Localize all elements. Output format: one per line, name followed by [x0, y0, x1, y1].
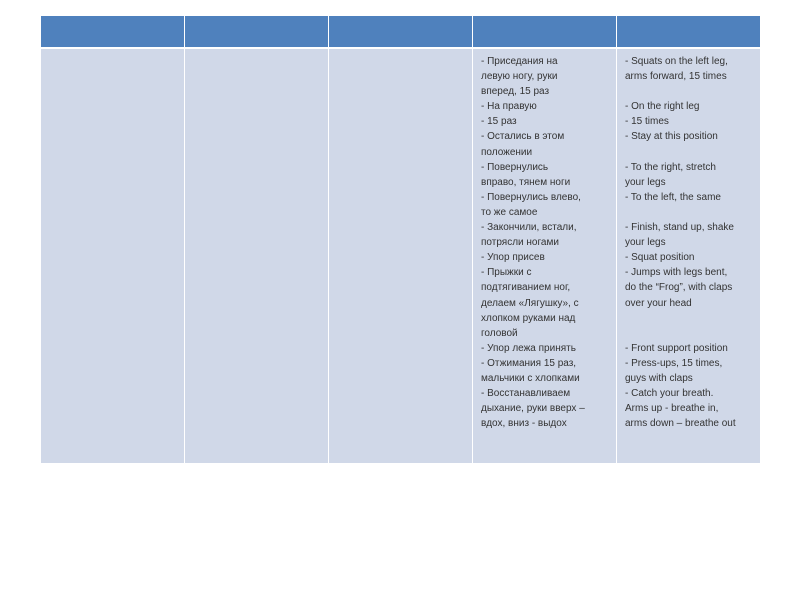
english-instruction-line	[625, 145, 754, 160]
english-instruction-line: arms forward, 15 times	[625, 71, 727, 83]
english-instruction-line: - On the right leg	[625, 101, 700, 113]
russian-instruction-line: головой	[481, 327, 518, 339]
english-instruction-line: - Front support position	[625, 342, 728, 354]
russian-instruction-line: - Упор лежа принять	[481, 342, 576, 354]
english-instruction-line: over your head	[625, 297, 692, 309]
russian-instructions-text	[473, 49, 616, 435]
header-cell-4	[473, 16, 617, 48]
russian-instruction-line: - 15 раз	[481, 116, 517, 128]
russian-instruction-line: вдох, вниз - выдох	[481, 418, 567, 430]
russian-instruction-line: дыхание, руки вверх –	[481, 403, 585, 415]
header-cell-5	[617, 16, 761, 48]
russian-instruction-line: - Повернулись влево,	[481, 191, 581, 203]
russian-instruction-line: потрясли ногами	[481, 237, 559, 249]
russian-instruction-line: то же самое	[481, 206, 538, 218]
empty-cell-2	[185, 48, 329, 463]
empty-cell-3	[329, 48, 473, 463]
english-instruction-line: - 15 times	[625, 116, 669, 128]
header-cell-2	[185, 16, 329, 48]
russian-instructions-cell	[473, 48, 617, 463]
header-cell-1	[41, 16, 185, 48]
header-cell-3	[329, 16, 473, 48]
russian-instruction-line: - Восстанавливаем	[481, 388, 571, 400]
english-instruction-line: - Squat position	[625, 252, 695, 264]
russian-instruction-line: - Отжимания 15 раз,	[481, 357, 577, 369]
russian-instruction-line: левую ногу, руки	[481, 71, 558, 83]
english-instructions-text	[617, 49, 760, 435]
russian-instruction-line: - На правую	[481, 101, 537, 113]
english-instruction-line: - Catch your breath.	[625, 388, 714, 400]
russian-instruction-line: хлопком руками над	[481, 312, 576, 324]
english-instruction-line: Arms up - breathe in,	[625, 403, 719, 415]
exercise-table	[40, 16, 761, 463]
russian-instruction-line: - Прыжки с	[481, 267, 532, 279]
english-instruction-line: guys with claps	[625, 372, 693, 384]
russian-instruction-line: вперед, 15 раз	[481, 86, 550, 98]
english-instructions-cell	[617, 48, 761, 463]
empty-cell-1	[41, 48, 185, 463]
english-instruction-line: - Stay at this position	[625, 131, 718, 143]
english-instruction-line	[625, 84, 754, 99]
russian-instruction-line: положении	[481, 146, 533, 158]
russian-instruction-line: - Приседания на	[481, 56, 558, 67]
english-instruction-line: - To the right, stretch	[625, 161, 716, 173]
russian-instruction-line: подтягиванием ног,	[481, 282, 571, 294]
russian-instruction-line: делаем «Лягушку», с	[481, 297, 579, 309]
english-instruction-line: - Finish, stand up, shake	[625, 222, 734, 234]
english-instruction-line: arms down – breathe out	[625, 418, 736, 430]
english-instruction-line: do the “Frog”, with claps	[625, 282, 733, 294]
english-instruction-line: - Press-ups, 15 times,	[625, 357, 723, 369]
russian-instruction-line: мальчики с хлопками	[481, 372, 580, 384]
russian-instruction-line: - Повернулись	[481, 161, 549, 173]
table-header-row	[41, 16, 761, 48]
english-instruction-line: - To the left, the same	[625, 191, 721, 203]
english-instruction-line	[625, 326, 754, 341]
russian-instruction-line: вправо, тянем ноги	[481, 176, 571, 188]
russian-instruction-line: - Закончили, встали,	[481, 222, 577, 234]
english-instruction-line: - Jumps with legs bent,	[625, 267, 728, 279]
russian-instruction-line: - Упор присев	[481, 252, 545, 264]
table-row	[41, 48, 761, 463]
english-instruction-line: - Squats on the left leg,	[625, 56, 728, 67]
english-instruction-line	[625, 205, 754, 220]
english-instruction-line: your legs	[625, 176, 666, 188]
english-instruction-line: your legs	[625, 237, 666, 249]
english-instruction-line	[625, 311, 754, 326]
russian-instruction-line: - Остались в этом	[481, 131, 565, 143]
